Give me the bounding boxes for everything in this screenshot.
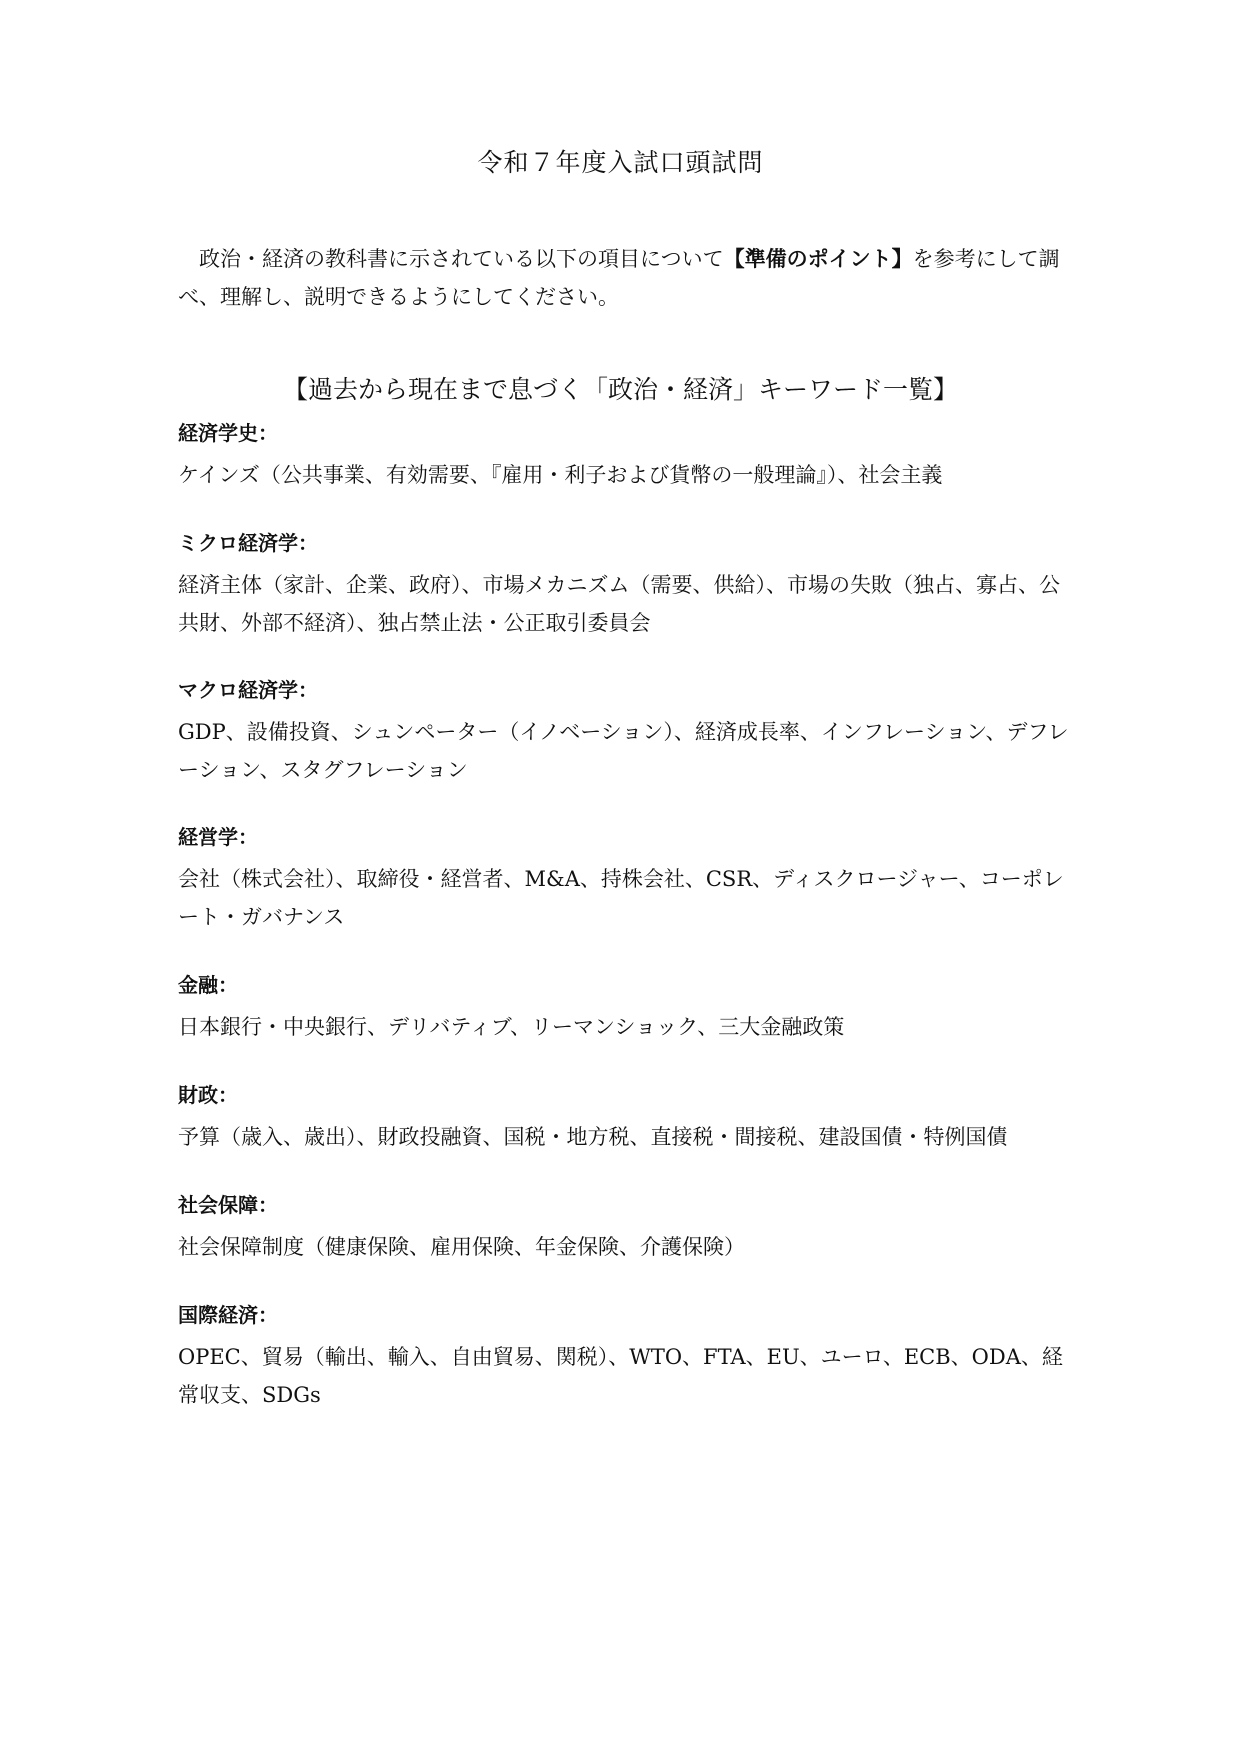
section-keywords: 社会保障制度（健康保険、雇用保険、年金保険、介護保険） <box>178 1235 745 1259</box>
intro-preparation-point: 【準備のポイント】 <box>723 247 913 271</box>
section-keywords: 経済主体（家計、企業、政府）、市場メカニズム（需要、供給）、市場の失敗（独占、寡占、公共財、外部不経済）、独占禁止法・公正取引委員会 <box>178 573 1060 635</box>
section-keywords: OPEC、貿易（輸出、輸入、自由貿易、関税）、WTO、FTA、EU、ユーロ、ECB、ODA、経常収支、SDGs <box>178 1345 1063 1407</box>
section-economic-history <box>178 418 1078 494</box>
intro-text-after: を参考にして調べ、理解し、説明できるようにしてください。 <box>178 247 1060 309</box>
section-social-security <box>178 1190 1078 1266</box>
section-international-economics <box>178 1300 1078 1414</box>
section-public-finance <box>178 1080 1078 1156</box>
keyword-list-heading: 【過去から現在まで息づく「政治・経済」キーワード一覧】 <box>282 375 958 404</box>
section-microeconomics <box>178 528 1078 642</box>
section-title: 財政： <box>178 1083 238 1107</box>
section-keywords: ケインズ（公共事業、有効需要、『雇用・利子および貨幣の一般理論』）、社会主義 <box>178 463 943 487</box>
section-title: 経済学史： <box>178 421 278 445</box>
section-keywords: 会社（株式会社）、取締役・経営者、M&A、持株会社、CSR、ディスクロージャー、コーポレート・ガバナンス <box>178 867 1064 929</box>
section-title: 国際経済： <box>178 1303 278 1327</box>
section-keywords: 予算（歳入、歳出）、財政投融資、国税・地方税、直接税・間接税、建設国債・特例国債 <box>178 1125 1008 1149</box>
document-title: 令和７年度入試口頭試問 <box>477 148 764 177</box>
section-title: 社会保障： <box>178 1193 278 1217</box>
section-title: 経営学： <box>178 825 258 849</box>
intro-paragraph <box>178 240 1078 316</box>
section-title: マクロ経済学： <box>178 678 318 702</box>
section-business-administration <box>178 822 1078 936</box>
section-title: 金融： <box>178 973 238 997</box>
section-finance <box>178 970 1078 1046</box>
section-title: ミクロ経済学： <box>178 531 318 555</box>
section-keywords: GDP、設備投資、シュンペーター（イノベーション）、経済成長率、インフレーション、デフレーション、スタグフレーション <box>178 720 1069 782</box>
section-macroeconomics <box>178 675 1078 789</box>
intro-text-before: 政治・経済の教科書に示されている以下の項目について <box>199 247 724 271</box>
section-keywords: 日本銀行・中央銀行、デリバティブ、リーマンショック、三大金融政策 <box>178 1015 845 1039</box>
